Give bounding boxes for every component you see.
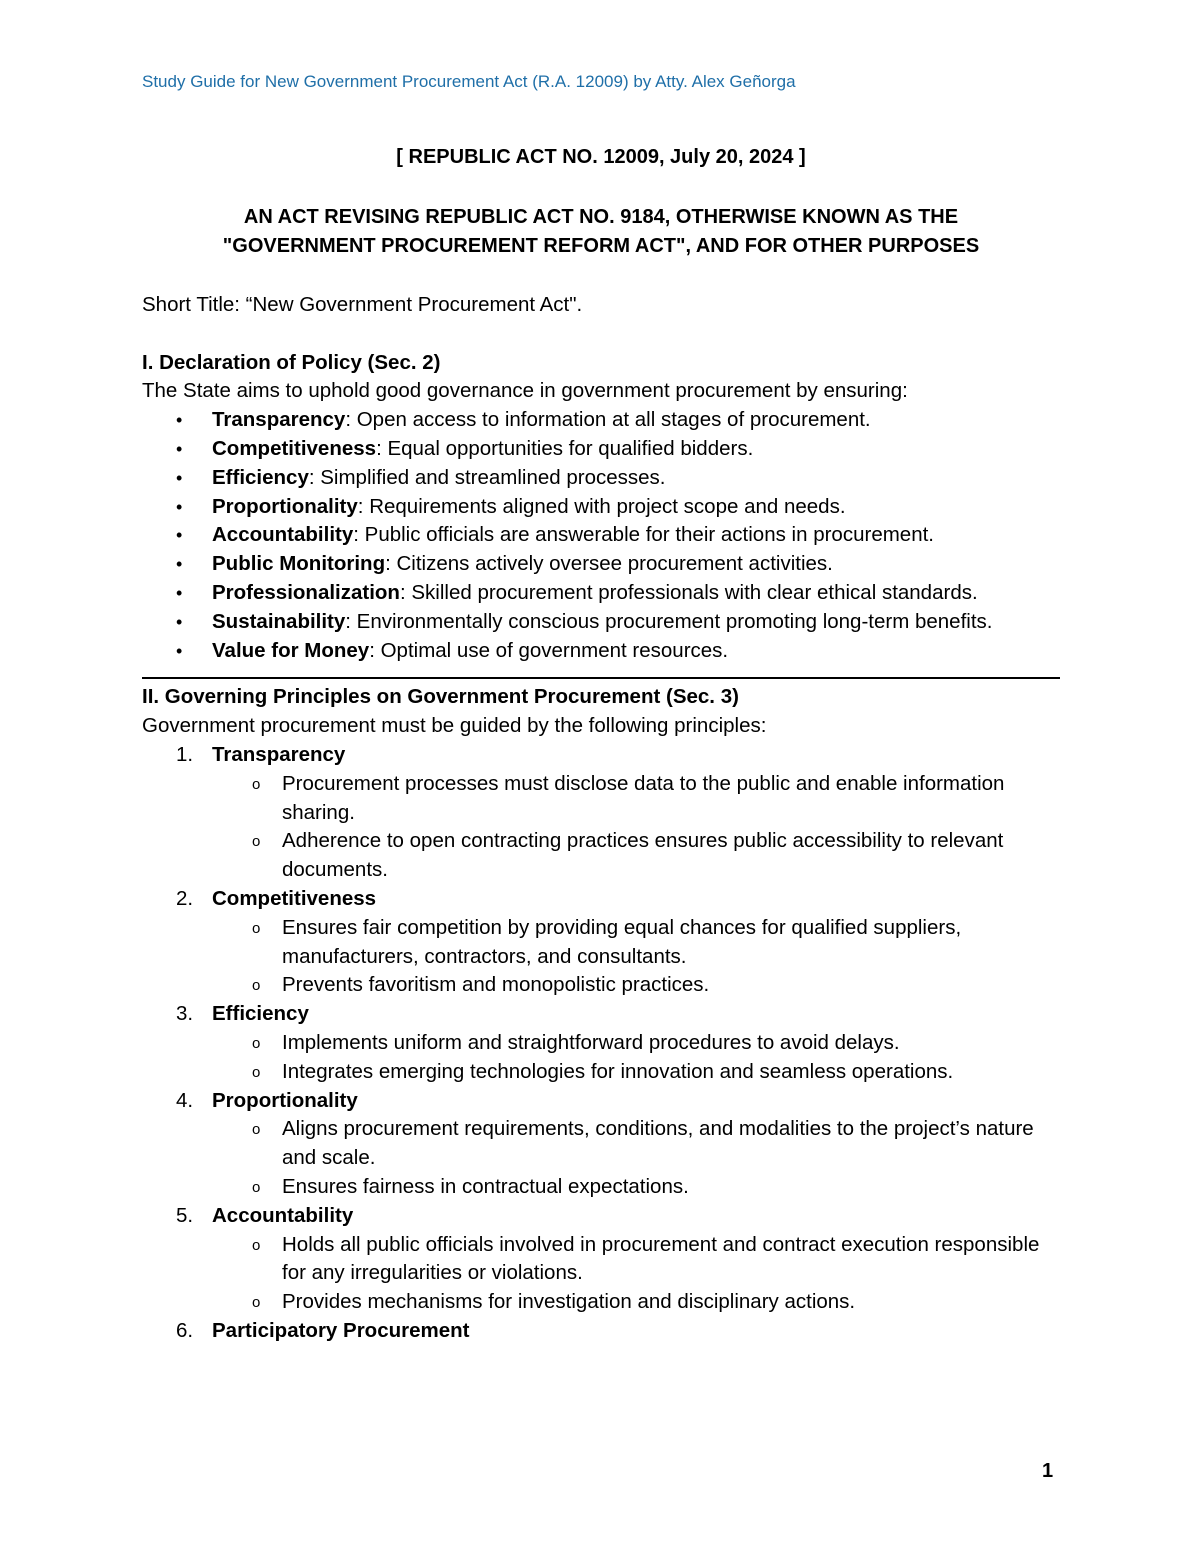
list-item [142,608,1060,637]
section-2-intro: Government procurement must be guided by the following principles: [142,714,767,738]
list-item [212,1288,1060,1317]
act-title-line-1: AN ACT REVISING REPUBLIC ACT NO. 9184, OTHERWISE KNOWN AS THE [243,205,959,228]
list-item [212,827,1060,885]
list-item [142,521,1060,550]
act-title [142,203,1060,261]
bullet-icon: • [176,496,183,517]
bullet-icon: • [176,582,183,603]
policy-term: Efficiency [212,465,309,489]
bullet-icon: • [176,410,183,431]
principle-number: 4. [176,1088,194,1112]
policy-term: Proportionality [212,494,358,518]
principle-title: Participatory Procurement [212,1318,470,1342]
list-item [142,464,1060,493]
principle-item [142,1202,1060,1317]
policy-description: : Citizens actively oversee procurement activities. [385,552,833,576]
list-item [142,493,1060,522]
principle-item [142,741,1060,885]
principle-points [212,1115,1060,1201]
circle-bullet-icon: o [252,833,261,851]
principle-number: 5. [176,1203,194,1227]
policy-term: Competitiveness [212,436,377,460]
policy-description: : Simplified and streamlined processes. [308,465,666,489]
list-item [142,406,1060,435]
principle-title: Competitiveness [212,886,377,910]
policy-description: : Open access to information at all stages of procurement. [345,408,871,432]
principle-number: 2. [176,886,194,910]
circle-bullet-icon: o [252,919,261,937]
bullet-icon: • [176,554,183,575]
page-number: 1 [1042,1460,1054,1482]
section-2-heading: II. Governing Principles on Government Procurement (Sec. 3) [142,685,739,709]
policy-description: : Equal opportunities for qualified bidders. [376,436,754,460]
short-title: Short Title: “New Government Procurement Act". [142,292,583,316]
policy-term: Value for Money [212,638,370,662]
principle-title: Accountability [212,1203,354,1227]
policy-term: Transparency [212,408,346,432]
list-item [212,1231,1060,1289]
list-item [212,1173,1060,1202]
principle-point-text: Ensures fair competition by providing equal chances for qualified suppliers, manufacturers, contractors, and consultants. [282,915,962,968]
list-item [142,637,1060,666]
principle-item [142,1317,1060,1346]
policy-list [142,406,1060,665]
circle-bullet-icon: o [252,1121,261,1139]
list-item [212,770,1060,828]
principle-points [212,914,1060,1000]
principle-item [142,885,1060,1000]
principles-list [142,741,1060,1346]
principle-number: 6. [176,1318,194,1342]
republic-act-title: [ REPUBLIC ACT NO. 12009, July 20, 2024 ] [396,146,806,168]
principle-number: 1. [176,742,194,766]
list-item [212,971,1060,1000]
principle-title: Transparency [212,742,346,766]
circle-bullet-icon: o [252,1063,261,1081]
principle-point-text: Holds all public officials involved in procurement and contract execution responsible for any irregularities or violations. [282,1232,1040,1285]
policy-term: Accountability [212,523,354,547]
act-title-line-2: "GOVERNMENT PROCUREMENT REFORM ACT", AND FOR OTHER PURPOSES [222,234,980,257]
section-1-heading: I. Declaration of Policy (Sec. 2) [142,350,441,374]
list-item [142,550,1060,579]
principle-title: Efficiency [212,1002,309,1026]
list-item [212,914,1060,972]
document-body [142,143,1060,1346]
principle-points [212,1029,1060,1087]
running-header: Study Guide for New Government Procurement Act (R.A. 12009) by Atty. Alex Geñorga [142,72,796,91]
list-item [212,1115,1060,1173]
list-item [212,1029,1060,1058]
policy-description: : Requirements aligned with project scope and needs. [357,494,846,518]
circle-bullet-icon: o [252,1178,261,1196]
section-divider [142,677,1060,679]
circle-bullet-icon: o [252,1294,261,1312]
policy-term: Public Monitoring [212,552,386,576]
principle-point-text: Procurement processes must disclose data to the public and enable information sharing. [282,771,1005,824]
list-item [142,579,1060,608]
bullet-icon: • [176,525,183,546]
policy-term: Sustainability [212,609,346,633]
circle-bullet-icon: o [252,1034,261,1052]
principle-point-text: Prevents favoritism and monopolistic practices. [282,973,710,997]
principle-point-text: Integrates emerging technologies for innovation and seamless operations. [282,1059,954,1083]
policy-description: : Environmentally conscious procurement promoting long-term benefits. [345,609,993,633]
policy-description: : Skilled procurement professionals with clear ethical standards. [399,580,978,604]
list-item [212,1058,1060,1087]
list-item [142,435,1060,464]
principle-item [142,1087,1060,1202]
bullet-icon: • [176,611,183,632]
bullet-icon: • [176,467,183,488]
circle-bullet-icon: o [252,775,261,793]
principle-title: Proportionality [212,1088,358,1112]
principle-item [142,1000,1060,1086]
principle-points [212,1231,1060,1317]
circle-bullet-icon: o [252,977,261,995]
circle-bullet-icon: o [252,1236,261,1254]
bullet-icon: • [176,640,183,661]
principle-point-text: Implements uniform and straightforward procedures to avoid delays. [282,1030,900,1054]
principle-point-text: Adherence to open contracting practices ensures public accessibility to relevant documents. [282,829,1004,882]
principle-points [212,770,1060,885]
policy-description: : Public officials are answerable for their actions in procurement. [353,523,934,547]
principle-point-text: Aligns procurement requirements, conditions, and modalities to the project’s nature and scale. [282,1117,1034,1170]
policy-description: : Optimal use of government resources. [369,638,729,662]
principle-point-text: Provides mechanisms for investigation and disciplinary actions. [282,1290,856,1314]
section-1-intro: The State aims to uphold good governance in government procurement by ensuring: [142,379,908,403]
principle-point-text: Ensures fairness in contractual expectations. [282,1174,689,1198]
principle-number: 3. [176,1002,194,1026]
bullet-icon: • [176,438,183,459]
policy-term: Professionalization [212,580,400,604]
